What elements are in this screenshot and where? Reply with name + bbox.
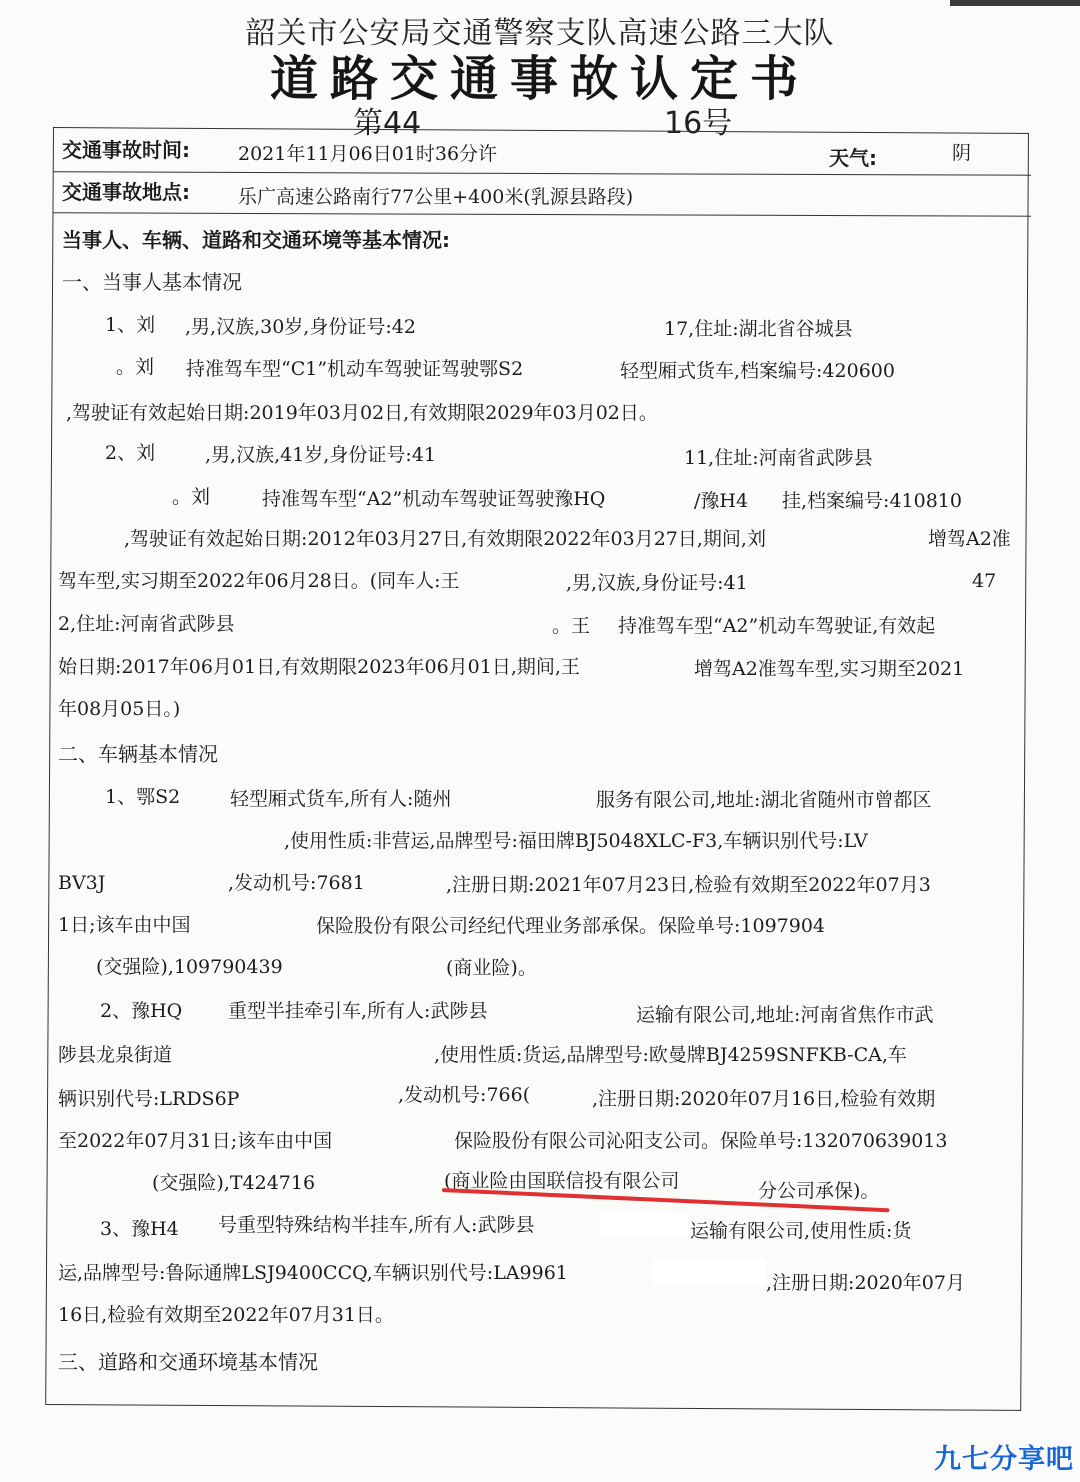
vehicle1-line1-a: 1、鄂S2 xyxy=(105,786,181,808)
redaction-block-1 xyxy=(600,1212,688,1236)
vehicle2-line4-b: 保险股份有限公司沁阳支公司。保险单号:132070639013 xyxy=(454,1130,948,1152)
party2-line2-b: 持准驾车型“A2”机动车驾驶证驾驶豫HQ xyxy=(262,488,606,510)
vehicle1-line4-b: 保险股份有限公司经纪代理业务部承保。保险单号:1097904 xyxy=(316,915,826,937)
vehicle1-line2: ,使用性质:非营运,品牌型号:福田牌BJ5048XLC-F3,车辆识别代号:LV xyxy=(284,830,868,852)
party2-line4-a: 驾车型,实习期至2022年06月28日。(同车人:王 xyxy=(58,570,460,592)
redaction-block-2 xyxy=(652,1258,766,1286)
weather-label: 天气: xyxy=(829,146,877,170)
party2-line5-b: 。王 xyxy=(552,615,591,637)
vehicle3-line2-b: ,注册日期:2020年07月 xyxy=(766,1272,965,1294)
vehicle3-line3: 16日,检验有效期至2022年07月31日。 xyxy=(58,1304,394,1326)
party1-line1-b: ,男,汉族,30岁,身份证号:42 xyxy=(185,316,416,338)
accident-time-label: 交通事故时间: xyxy=(62,138,190,162)
party2-line6-a: 始日期:2017年06月01日,有效期限2023年06月01日,期间,王 xyxy=(58,656,580,678)
vehicle1-line3-a: BV3J xyxy=(58,872,106,894)
vehicle3-line1-a: 3、豫H4 xyxy=(100,1218,179,1240)
party2-line6-b: 增驾A2准驾车型,实习期至2021 xyxy=(694,658,965,680)
vehicle3-line1-c: 运输有限公司,使用性质:货 xyxy=(690,1220,912,1242)
party1-line2-c: 轻型厢式货车,档案编号:420600 xyxy=(620,360,895,382)
vehicle2-line4-a: 至2022年07月31日;该车由中国 xyxy=(58,1130,333,1152)
vehicle1-line3-b: ,发动机号:7681 xyxy=(228,872,365,894)
agency-name: 韶关市公安局交通警察支队高速公路三大队 xyxy=(245,16,835,51)
vehicle2-line1-b: 重型半挂牵引车,所有人:武陟县 xyxy=(228,1000,488,1022)
vehicle1-line5-a: (交强险),109790439 xyxy=(96,956,283,978)
party2-line4-b: ,男,汉族,身份证号:41 xyxy=(566,572,748,594)
vehicle2-line3-b: ,发动机号:766( xyxy=(398,1084,531,1106)
vehicle1-line1-b: 轻型厢式货车,所有人:随州 xyxy=(230,788,452,810)
vehicle3-line2-a: 运,品牌型号:鲁际通牌LSJ9400CCQ,车辆识别代号:LA9961 xyxy=(58,1262,568,1284)
party2-line4-c: 47 xyxy=(972,570,997,592)
scan-corner-mark xyxy=(950,0,1080,6)
vehicle2-line5-c: 分公司承保)。 xyxy=(758,1180,880,1202)
vehicle2-line1-a: 2、豫HQ xyxy=(100,1000,183,1022)
vehicle2-line1-c: 运输有限公司,地址:河南省焦作市武 xyxy=(636,1004,934,1026)
party2-line7: 年08月05日。) xyxy=(58,698,181,720)
party2-line1-a: 2、刘 xyxy=(105,442,156,464)
section-road-environment-heading: 三、道路和交通环境基本情况 xyxy=(58,1350,318,1374)
party2-line2-a: 。刘 xyxy=(172,486,211,508)
party2-line5-c: 持准驾车型“A2”机动车驾驶证,有效起 xyxy=(618,615,936,637)
accident-time-value: 2021年11月06日01时36分许 xyxy=(238,143,498,165)
document-number-prefix: 第44 xyxy=(353,106,422,141)
party1-line2-a: 。刘 xyxy=(116,356,155,378)
basic-info-heading: 当事人、车辆、道路和交通环境等基本情况: xyxy=(62,228,450,252)
party1-line1-c: 17,住址:湖北省谷城县 xyxy=(664,318,853,340)
vehicle2-line3-c: ,注册日期:2020年07月16日,检验有效期 xyxy=(592,1088,936,1110)
document-number-suffix: 16号 xyxy=(664,106,733,141)
vehicle2-line2-a: 陟县龙泉街道 xyxy=(58,1044,173,1066)
section-parties-heading: 一、当事人基本情况 xyxy=(62,270,242,294)
vehicle1-line3-c: ,注册日期:2021年07月23日,检验有效期至2022年07月3 xyxy=(446,874,931,896)
party2-line1-c: 11,住址:河南省武陟县 xyxy=(684,447,873,469)
vehicle2-line5-a: (交强险),T424716 xyxy=(152,1172,316,1194)
vehicle2-line5-b: (商业险由国联信投有限公司 xyxy=(444,1170,680,1192)
party1-line3: ,驾驶证有效起始日期:2019年03月02日,有效期限2029年03月02日。 xyxy=(66,402,658,424)
party2-line2-c: /豫H4 xyxy=(694,490,749,512)
accident-place-label: 交通事故地点: xyxy=(62,180,190,204)
vehicle3-line1-b: 号重型特殊结构半挂车,所有人:武陟县 xyxy=(218,1214,535,1236)
document-title: 道路交通事故认定书 xyxy=(269,51,810,107)
vehicle2-line3-a: 辆识别代号:LRDS6P xyxy=(58,1088,240,1110)
party2-line5-a: 2,住址:河南省武陟县 xyxy=(58,613,235,635)
party1-line1-a: 1、刘 xyxy=(105,314,156,336)
party2-line3-b: 增驾A2准 xyxy=(928,528,1011,550)
vehicle1-line5-b: (商业险)。 xyxy=(446,957,537,979)
party2-line1-b: ,男,汉族,41岁,身份证号:41 xyxy=(205,444,436,466)
section-vehicles-heading: 二、车辆基本情况 xyxy=(58,742,218,766)
accident-place-value: 乐广高速公路南行77公里+400米(乳源县路段) xyxy=(238,186,634,208)
vehicle2-line2-b: ,使用性质:货运,品牌型号:欧曼牌BJ4259SNFKB-CA,车 xyxy=(434,1044,907,1066)
party1-line2-b: 持准驾车型“C1”机动车驾驶证驾驶鄂S2 xyxy=(186,358,524,380)
watermark-text: 九七分享吧 xyxy=(934,1444,1074,1475)
party2-line3-a: ,驾驶证有效起始日期:2012年03月27日,有效期限2022年03月27日,期间,刘 xyxy=(124,528,766,550)
party2-line2-d: 挂,档案编号:410810 xyxy=(782,490,962,512)
vehicle1-line4-a: 1日;该车由中国 xyxy=(58,914,191,936)
weather-value: 阴 xyxy=(952,142,972,164)
vehicle1-line1-c: 服务有限公司,地址:湖北省随州市曾都区 xyxy=(596,789,932,811)
